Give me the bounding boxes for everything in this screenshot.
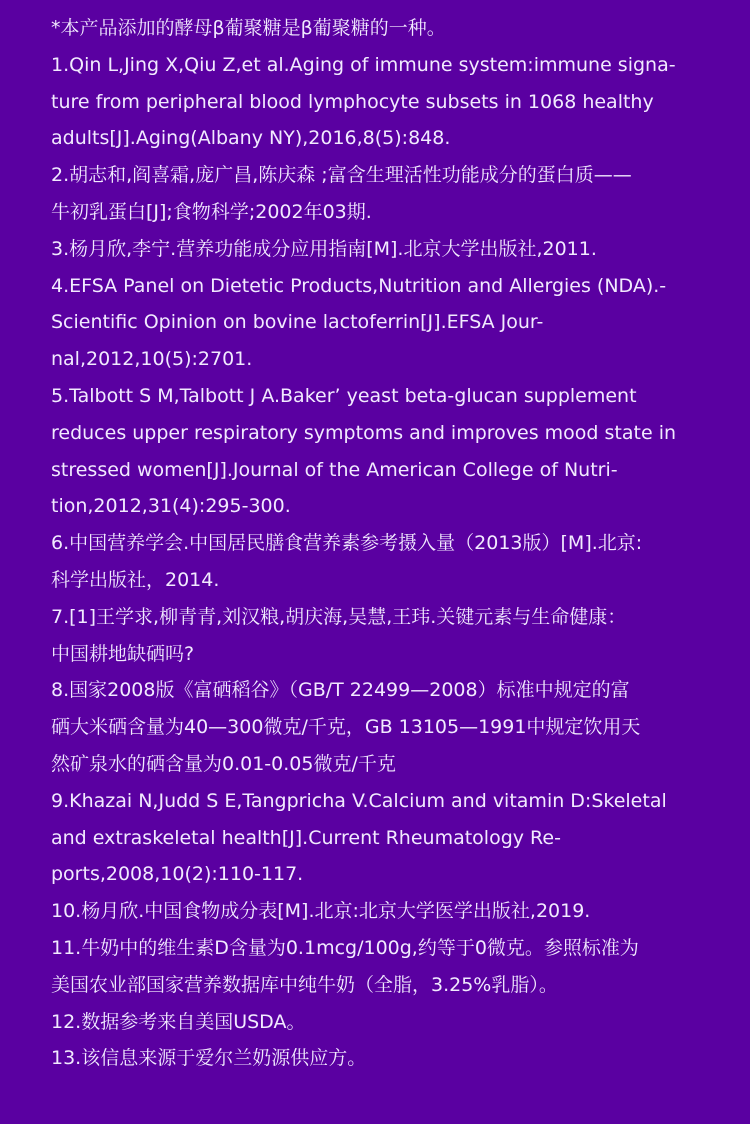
reference-8: 8.国家2008版《富硒稻谷》（GB/T 22499—2008）标准中规定的富 硒大米硒含量为40—300微克/千克，GB 13105—1991中规定饮用天 然矿泉水的硒含量为0.01-0.05微克/千克 xyxy=(51,679,641,775)
reference-4: 4.EFSA Panel on Dietetic Products,Nutrition and Allergies (NDA).- Scientific Opinion on bovine lactoferrin[J].EFSA Jour- nal,2012,10(5):2701. xyxy=(51,274,667,371)
reference-12: 12.数据参考来自美国USDA。 xyxy=(51,1010,306,1033)
reference-6: 6.中国营养学会.中国居民膳食营养素参考摄入量（2013版）[M].北京: 科学出版社，2014. xyxy=(51,532,643,591)
reference-3: 3.杨月欣,李宁.营养功能成分应用指南[M].北京大学出版社,2011. xyxy=(51,237,597,260)
reference-7: 7.[1]王学求,柳青青,刘汉粮,胡庆海,吴慧,王玮.关键元素与生命健康： 中国耕地缺硒吗? xyxy=(51,605,627,665)
reference-11: 11.牛奶中的维生素D含量为0.1mcg/100g,约等于0微克。参照标准为 美国农业部国家营养数据库中纯牛奶（全脂，3.25%乳脂）。 xyxy=(51,936,639,996)
reference-10: 10.杨月欣.中国食物成分表[M].北京:北京大学医学出版社,2019. xyxy=(51,900,591,923)
reference-5: 5.Talbott S M,Talbott J A.Baker’ yeast beta-glucan supplement reduces upper respiratory symptoms and improves mood state in stressed women[J].Journal of the American College of Nutri- tion,2012,31(4):295-300. xyxy=(51,384,677,518)
product-note: *本产品添加的酵母β葡聚糖是β葡聚糖的一种。 xyxy=(51,17,446,39)
reference-2: 2.胡志和,阎喜霜,庞广昌,陈庆森 ;富含生理活性功能成分的蛋白质—— 牛初乳蛋白[J];食物科学;2002年03期. xyxy=(51,164,632,223)
reference-1: 1.Qin L,Jing X,Qiu Z,et al.Aging of immune system:immune signa- ture from peripheral blood lymphocyte subsets in 1068 healthy adults[J].Aging(Albany NY),2016,8(5):848. xyxy=(51,53,676,150)
reference-13: 13.该信息来源于爱尔兰奶源供应方。 xyxy=(51,1047,367,1070)
reference-9: 9.Khazai N,Judd S E,Tangpricha V.Calcium and vitamin D:Skeletal and extraskeletal health[J].Current Rheumatology Re- ports,2008,10(2):110-117. xyxy=(51,789,667,886)
